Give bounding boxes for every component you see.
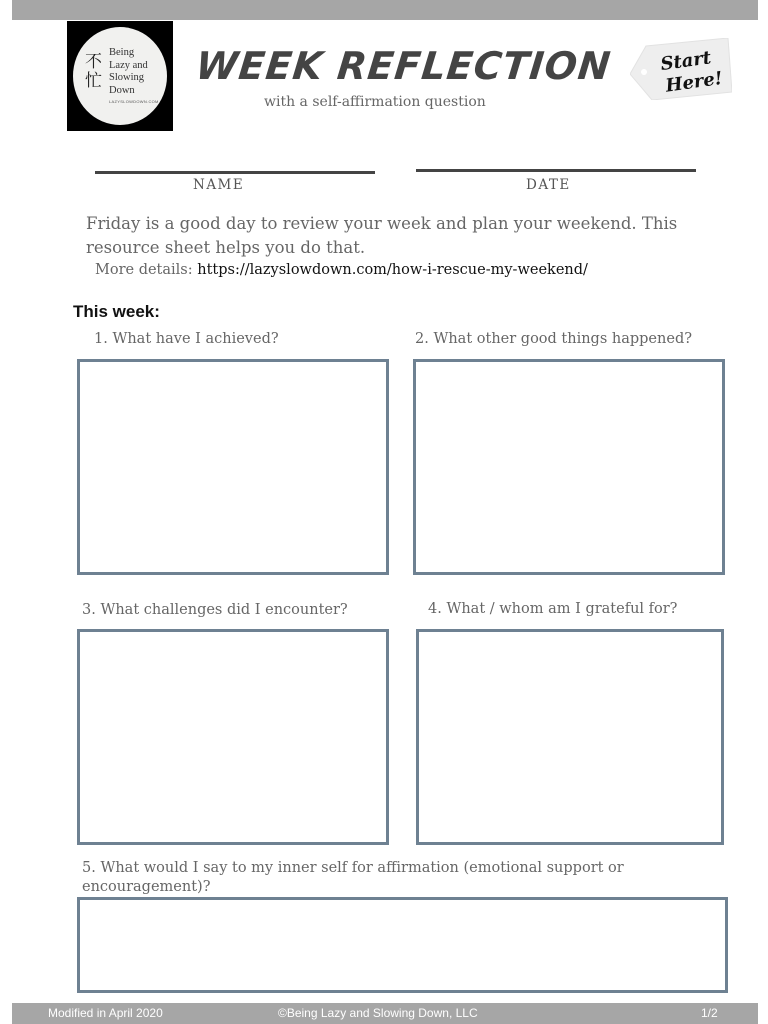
- more-details: [95, 262, 588, 278]
- section-title: This week:: [73, 302, 160, 321]
- logo-small-text: LAZYSLOWDOWN.COM: [109, 99, 159, 104]
- answer-box-5[interactable]: [77, 897, 728, 993]
- intro-text: Friday is a good day to review your week and plan your weekend. This resource sheet helps you do that.: [86, 214, 678, 257]
- answer-box-4[interactable]: [416, 629, 724, 845]
- question-1: 1. What have I achieved?: [94, 331, 279, 347]
- top-bar: [12, 0, 758, 20]
- answer-box-1[interactable]: [77, 359, 389, 575]
- logo-line-2: Lazy and: [109, 59, 148, 71]
- footer-modified: Modified in April 2020: [48, 1006, 163, 1020]
- details-label: More details:: [95, 262, 198, 278]
- answer-box-2[interactable]: [413, 359, 725, 575]
- question-3: 3. What challenges did I encounter?: [82, 602, 348, 618]
- start-here-tag: [659, 46, 724, 98]
- logo-glyph-2: 忙: [85, 71, 102, 91]
- logo-glyphs: [85, 53, 105, 91]
- footer-copyright: ©Being Lazy and Slowing Down, LLC: [278, 1006, 478, 1020]
- date-line[interactable]: [416, 169, 696, 172]
- details-link[interactable]: https://lazyslowdown.com/how-i-rescue-my-weekend/: [197, 262, 588, 278]
- logo-line-4: Down: [109, 84, 135, 96]
- logo-line-3: Slowing: [109, 72, 145, 83]
- logo-glyph-1: 不: [85, 52, 102, 72]
- question-5: [82, 859, 624, 897]
- logo-text: [109, 47, 165, 97]
- question-4: 4. What / whom am I grateful for?: [428, 601, 678, 617]
- page-title: WEEK REFLECTION: [193, 44, 614, 88]
- question-5-line-2: encouragement)?: [82, 879, 211, 895]
- tag-line-1: Start: [659, 47, 713, 76]
- footer-page-number: 1/2: [701, 1006, 718, 1020]
- footer-bar: [12, 1003, 758, 1024]
- question-2: 2. What other good things happened?: [415, 331, 692, 347]
- name-label: NAME: [193, 177, 245, 193]
- logo: [67, 21, 173, 131]
- date-label: DATE: [526, 177, 571, 193]
- tag-line-2: Here!: [664, 67, 724, 97]
- answer-box-3[interactable]: [77, 629, 389, 845]
- name-line[interactable]: [95, 171, 375, 174]
- logo-line-1: Being: [109, 47, 135, 58]
- question-5-line-1: 5. What would I say to my inner self for affirmation (emotional support or: [82, 860, 624, 876]
- logo-circle: [73, 27, 167, 125]
- page-subtitle: with a self-affirmation question: [264, 94, 486, 110]
